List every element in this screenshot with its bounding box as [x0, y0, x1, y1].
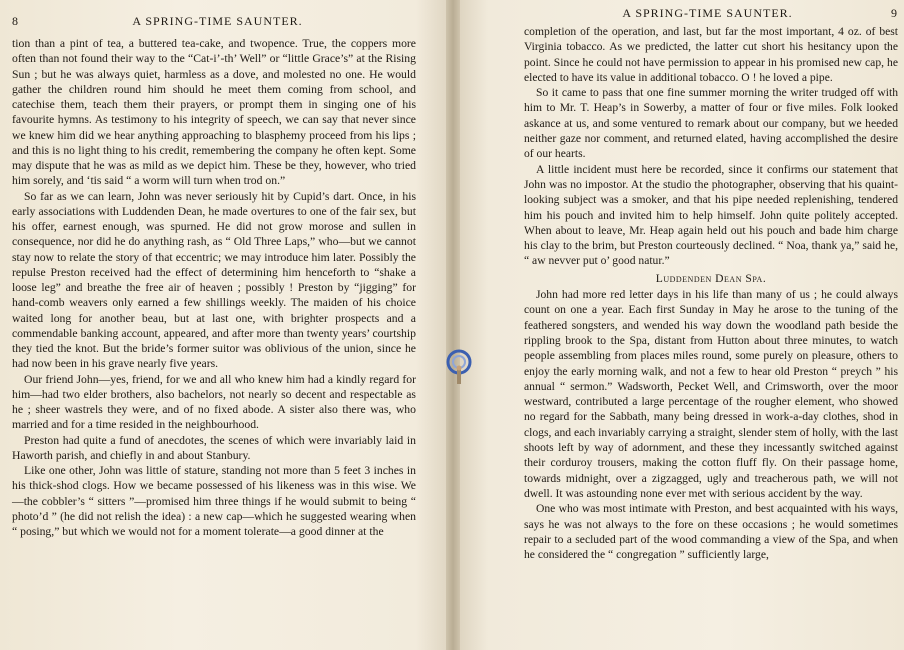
left-page-body [12, 36, 416, 539]
left-paragraph-5: Like one other, John was little of stature, standing not more than 5 feet 3 inches in his thick-shod clogs. How we became possessed of his likeness was in this wise. We—the cobbler’s “ sitters ”—promised him three things if he would submit to being “ photo’d ” (he did not relish the idea) : a new cap—which he suggested wearing when “ posing,” but which we would not for a moment tolerate—a good dinner at the [12, 464, 416, 538]
left-page-number: 8 [12, 14, 19, 28]
right-running-head [524, 6, 898, 20]
right-page-body [524, 24, 898, 562]
left-running-head [12, 14, 416, 28]
left-paragraph-3: Our friend John—yes, friend, for we and all who knew him had a kindly regard for him—had two elder brothers, also bachelors, not nearly so decent and respectable as he ; sheer wastrels they were, and of no fixed abode. A sister also there was, who married and for a time resided in the neighbourhood. [12, 372, 416, 432]
right-paragraph-3: A little incident must here be recorded, since it confirms our statement that John was no impostor. At the studio the photographer, observing that his quaint-looking subject was a smoker, and that his pipe needed replenishing, tendered him his pouch and invited him to help himself. John quite politely accepted. When about to leave, Mr. Heap again held out his pouch and bade him charge his clay to the brim, but Preston courteously declined. “ Noa, thank ya,” said he, “ aw nevver put o’ good natur.” [524, 162, 898, 268]
right-page-number: 9 [891, 6, 898, 20]
right-page [452, 0, 904, 650]
section-heading: Luddenden Dean Spa. [655, 271, 767, 285]
right-paragraph-1: completion of the operation, and last, but far the most important, 4 oz. of best Virginia tobacco. As we predicted, the latter cut short his hesitancy upon the point. Since he could not have permission to appear in his promised new cap, he elected to have its value in additional tobacco. O ! he loved a pipe. [524, 25, 898, 84]
watermark-figure-head [457, 366, 462, 371]
book-gutter [446, 0, 460, 650]
right-paragraph-2: So it came to pass that one fine summer morning the writer trudged off with him to Mr. T. Heap’s in Sowerby, a matter of four or five miles. Folk looked askance at us, and some ventured to remark about our company, but we heeded neither gaze nor comment, and returned elated, having accomplished the desire of our hearts. [524, 86, 898, 161]
scanner-watermark-icon [444, 348, 474, 390]
left-paragraph-2: So far as we can learn, John was never seriously hit by Cupid’s dart. Once, in his early associations with Luddenden Dean, he made overtures to one of the fair sex, but his offer, earnest enough, was spurned. He did not grow morose and sullen in consequence, nor did he do anything rash, as “ Old Three Laps,” who—but we cannot stay now to relate the story of that eccentric; we may introduce him later. Possibly the repulse Preston received had the effect of determining him henceforth to “shake a loose leg” and breathe the free air of heaven ; possibly ! Preston by “jigging” for hand-comb weavers only earned a few shillings weekly. The maiden of his choice waited long for another beau, but at last one, with brighter prospects and a commendable banking account, appeared, and after more than twenty years’ courtship they tied the knot. But the bride’s former suitor was oblivious of the union, since he had now been in his grave nearly five years. [12, 189, 416, 371]
left-running-title: A SPRING-TIME SAUNTER. [132, 14, 303, 28]
right-paragraph-5: One who was most intimate with Preston, and best acquainted with his ways, says he was not always to the fore on these occasions ; he would sometimes repair to a secluded part of the wood commanding a view of the Spa, and when he considered the “ congregation ” sufficiently large, [524, 502, 898, 562]
right-running-title: A SPRING-TIME SAUNTER. [622, 6, 793, 20]
left-paragraph-4: Preston had quite a fund of anecdotes, the scenes of which were invariably laid in Haworth parish, and chiefly in and about Stanbury. [12, 433, 416, 462]
right-paragraph-4: John had more red letter days in his life than many of us ; he could always count on one a year. Each first Sunday in May he arose to the tuning of the feathered songsters, and wended his way down the woodland path beside the rippling brook to the Spa, distant from Hutton about three minutes, to watch people assembling from places miles round, some purely on pleasure, others to enjoy the early morning walk, and not a few to hear old Preston “ preych ” his annual “ sermon.” Wadsworth, Pecket Well, and Crimsworth, over the moor westward, contributed a large percentage of the rougher element, who showed no regard for the Sabbath, many being dressed in work-a-day clothes, shod in clogs, and each invariably carrying a straight, slender stem of holly, with the last shoots left by way of adornment, and these they incessantly switched against their corduroy trousers, making the cotton fluff fly. On their passage home, towards midnight, over a zigzagged, ugly and treacherous path, we will not dwell. It was astounding none ever met with serious accident by the way. [524, 288, 898, 500]
left-paragraph-1: tion than a pint of tea, a buttered tea-cake, and twopence. True, the coppers more often than not found their way to the “Cat-i’-th’ Well” or “little Grace’s” at the Rising Sun ; but he was always quiet, harmless as a dove, and molested no one. He would gather the children round him should he meet them coming from school, and catechise them, teach them their prayers, or prompt them in singing one of his favourite hymns. As testimony to his integrity of speech, we can say that never since we knew him did we hear anything approaching to blasphemy proceed from his lips ; and this is no light thing to his credit, remembering the company he often kept. Some may dispute that he was as mild as we depict him. These be they, however, who tried him sorely, and ‘tis said “ a worm will turn when trod on.” [12, 37, 416, 188]
